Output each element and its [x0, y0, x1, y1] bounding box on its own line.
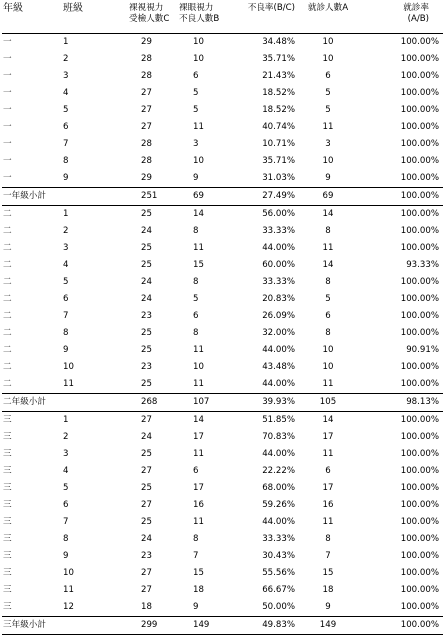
subtotal-row	[2, 188, 443, 206]
cell-visit-count: 5	[325, 88, 331, 98]
cell-poor-vision-count: 6	[193, 466, 199, 476]
cell-visit-rate: 100.00%	[400, 311, 439, 321]
table-row	[2, 548, 443, 565]
cell-visit-rate: 100.00%	[400, 500, 439, 510]
cell-grade: 三	[3, 449, 12, 459]
cell-visit-count: 10	[322, 54, 334, 64]
cell-visit-rate: 100.00%	[400, 156, 439, 166]
cell-poor-vision-count: 8	[193, 534, 199, 544]
cell-class: 10	[63, 568, 74, 578]
cell-class: 5	[63, 483, 69, 493]
cell-grade: 一	[3, 105, 12, 115]
cell-visit-rate: 100.00%	[400, 209, 439, 219]
cell-poor-vision-count: 149	[179, 617, 231, 635]
cell-examined-count: 28	[141, 71, 152, 81]
header-poor-rate: 不良率(B/C)	[231, 0, 295, 34]
cell-poor-vision-count: 17	[193, 483, 204, 493]
cell-poor-vision-count: 6	[193, 71, 199, 81]
cell-class: 9	[63, 345, 69, 355]
cell-class: 1	[63, 209, 69, 219]
cell-visit-rate: 100.00%	[400, 54, 439, 64]
table-row	[2, 68, 443, 85]
cell-class: 3	[63, 71, 69, 81]
table-row	[2, 463, 443, 480]
table-row	[2, 599, 443, 617]
cell-poor-rate: 44.00%	[262, 517, 295, 527]
cell-visit-count: 16	[322, 500, 334, 510]
cell-visit-rate: 100.00%	[400, 379, 439, 389]
cell-visit-rate: 100.00%	[400, 517, 439, 527]
table-row	[2, 497, 443, 514]
cell-poor-rate: 33.33%	[262, 534, 295, 544]
cell-poor-rate: 20.83%	[262, 294, 295, 304]
cell-class: 6	[63, 500, 69, 510]
cell-poor-rate: 39.93%	[231, 394, 295, 412]
cell-visit-count: 11	[322, 243, 334, 253]
cell-poor-rate: 55.56%	[262, 568, 295, 578]
cell-examined-count: 28	[141, 139, 152, 149]
cell-poor-vision-count: 3	[193, 139, 199, 149]
cell-poor-vision-count: 10	[193, 37, 204, 47]
cell-poor-rate: 43.48%	[262, 362, 295, 372]
cell-class: 8	[63, 534, 69, 544]
cell-visit-rate: 100.00%	[400, 449, 439, 459]
cell-poor-rate: 32.00%	[262, 328, 295, 338]
cell-visit-rate: 100.00%	[361, 188, 443, 206]
cell-visit-count: 17	[322, 483, 334, 493]
cell-visit-rate: 100.00%	[400, 534, 439, 544]
header-poor-line2: 不良人數B	[179, 14, 220, 24]
cell-examined-count: 25	[141, 483, 152, 493]
cell-poor-rate: 26.09%	[262, 311, 295, 321]
cell-visit-rate: 100.00%	[400, 173, 439, 183]
cell-poor-rate: 22.22%	[262, 466, 295, 476]
cell-grade: 三	[3, 483, 12, 493]
cell-visit-count: 11	[322, 379, 334, 389]
cell-visit-count: 15	[322, 568, 334, 578]
cell-grade: 一	[3, 37, 12, 47]
subtotal-label: 三年級小計	[2, 617, 129, 635]
cell-grade: 三	[3, 534, 12, 544]
table-row	[2, 582, 443, 599]
cell-class: 7	[63, 139, 69, 149]
cell-poor-vision-count: 11	[193, 517, 204, 527]
cell-visit-rate: 100.00%	[400, 71, 439, 81]
cell-visit-rate: 100.00%	[400, 483, 439, 493]
cell-poor-rate: 68.00%	[262, 483, 295, 493]
cell-visit-count: 5	[325, 105, 331, 115]
cell-class: 7	[63, 311, 69, 321]
cell-poor-vision-count: 17	[193, 432, 204, 442]
cell-grade: 一	[3, 71, 12, 81]
cell-poor-rate: 34.48%	[262, 37, 295, 47]
cell-poor-vision-count: 10	[193, 362, 204, 372]
cell-grade: 三	[3, 551, 12, 561]
cell-poor-vision-count: 69	[179, 188, 231, 206]
table-row	[2, 206, 443, 224]
cell-visit-count: 10	[322, 37, 334, 47]
cell-poor-vision-count: 5	[193, 294, 199, 304]
subtotal-label: 二年級小計	[2, 394, 129, 412]
header-examined-line2: 受檢人數C	[129, 14, 170, 24]
cell-grade: 三	[3, 602, 12, 612]
cell-visit-rate: 100.00%	[400, 602, 439, 612]
cell-poor-vision-count: 5	[193, 105, 199, 115]
cell-examined-count: 25	[141, 209, 152, 219]
cell-examined-count: 25	[141, 345, 152, 355]
cell-poor-rate: 70.83%	[262, 432, 295, 442]
cell-examined-count: 24	[141, 432, 152, 442]
cell-grade: 二	[3, 226, 12, 236]
cell-grade: 二	[3, 311, 12, 321]
cell-poor-vision-count: 11	[193, 379, 204, 389]
table-row	[2, 531, 443, 548]
cell-grade: 二	[3, 294, 12, 304]
cell-class: 5	[63, 105, 69, 115]
cell-examined-count: 27	[141, 500, 152, 510]
cell-class: 1	[63, 37, 69, 47]
cell-class: 12	[63, 602, 74, 612]
cell-poor-rate: 21.43%	[262, 71, 295, 81]
cell-visit-count: 69	[295, 188, 361, 206]
subtotal-row	[2, 617, 443, 635]
table-row	[2, 342, 443, 359]
header-examined-count	[129, 0, 179, 34]
cell-class: 10	[63, 362, 74, 372]
table-row	[2, 136, 443, 153]
cell-poor-vision-count: 8	[193, 226, 199, 236]
cell-poor-rate: 10.71%	[262, 139, 295, 149]
table-row	[2, 446, 443, 463]
cell-poor-vision-count: 14	[193, 209, 204, 219]
cell-poor-rate: 44.00%	[262, 449, 295, 459]
cell-examined-count: 27	[141, 585, 152, 595]
cell-visit-count: 14	[322, 260, 334, 270]
cell-grade: 三	[3, 568, 12, 578]
cell-grade: 一	[3, 122, 12, 132]
cell-visit-count: 6	[325, 311, 331, 321]
cell-grade: 三	[3, 466, 12, 476]
cell-poor-vision-count: 11	[193, 449, 204, 459]
cell-class: 3	[63, 449, 69, 459]
table-row	[2, 119, 443, 136]
cell-class: 5	[63, 277, 69, 287]
cell-grade: 三	[3, 517, 12, 527]
cell-poor-rate: 31.03%	[262, 173, 295, 183]
cell-grade: 二	[3, 243, 12, 253]
cell-class: 2	[63, 54, 69, 64]
cell-poor-vision-count: 8	[193, 328, 199, 338]
cell-visit-rate: 100.00%	[400, 226, 439, 236]
cell-grade: 一	[3, 173, 12, 183]
cell-visit-rate: 100.00%	[400, 243, 439, 253]
cell-poor-rate: 66.67%	[262, 585, 295, 595]
cell-grade: 一	[3, 88, 12, 98]
cell-class: 7	[63, 517, 69, 527]
cell-poor-vision-count: 107	[179, 394, 231, 412]
cell-poor-vision-count: 15	[193, 260, 204, 270]
cell-visit-rate: 100.00%	[400, 139, 439, 149]
cell-examined-count: 25	[141, 328, 152, 338]
cell-visit-rate: 98.13%	[361, 394, 443, 412]
cell-examined-count: 268	[129, 394, 179, 412]
cell-poor-vision-count: 5	[193, 88, 199, 98]
cell-poor-vision-count: 11	[193, 243, 204, 253]
cell-grade: 一	[3, 139, 12, 149]
cell-examined-count: 27	[141, 122, 152, 132]
cell-visit-count: 9	[325, 602, 331, 612]
table-row	[2, 240, 443, 257]
cell-poor-vision-count: 11	[193, 345, 204, 355]
subtotal-row	[2, 394, 443, 412]
cell-poor-rate: 18.52%	[262, 105, 295, 115]
cell-poor-rate: 59.26%	[262, 500, 295, 510]
table-row	[2, 514, 443, 531]
cell-visit-count: 11	[322, 122, 334, 132]
cell-visit-rate: 100.00%	[400, 585, 439, 595]
cell-visit-count: 10	[322, 156, 334, 166]
header-visit-rate-line1: 就診率	[403, 3, 429, 13]
vision-statistics-table	[2, 0, 443, 635]
cell-visit-count: 10	[322, 362, 334, 372]
cell-visit-count: 5	[325, 294, 331, 304]
cell-poor-rate: 18.52%	[262, 88, 295, 98]
table-row	[2, 274, 443, 291]
cell-examined-count: 25	[141, 517, 152, 527]
cell-examined-count: 29	[141, 37, 152, 47]
cell-visit-count: 9	[325, 173, 331, 183]
cell-visit-rate: 100.00%	[400, 328, 439, 338]
cell-visit-rate: 100.00%	[400, 88, 439, 98]
cell-examined-count: 24	[141, 534, 152, 544]
table-row	[2, 376, 443, 394]
cell-class: 8	[63, 328, 69, 338]
cell-poor-rate: 33.33%	[262, 277, 295, 287]
cell-poor-rate: 44.00%	[262, 379, 295, 389]
cell-grade: 二	[3, 379, 12, 389]
cell-examined-count: 28	[141, 54, 152, 64]
cell-class: 2	[63, 226, 69, 236]
cell-visit-count: 149	[295, 617, 361, 635]
cell-visit-count: 8	[325, 226, 331, 236]
cell-examined-count: 27	[141, 105, 152, 115]
cell-visit-rate: 100.00%	[400, 294, 439, 304]
cell-visit-rate: 100.00%	[400, 362, 439, 372]
cell-poor-vision-count: 14	[193, 415, 204, 425]
cell-visit-count: 6	[325, 71, 331, 81]
cell-poor-rate: 27.49%	[231, 188, 295, 206]
cell-poor-rate: 40.74%	[262, 122, 295, 132]
cell-poor-rate: 44.00%	[262, 345, 295, 355]
cell-grade: 三	[3, 415, 12, 425]
cell-examined-count: 27	[141, 568, 152, 578]
cell-class: 4	[63, 88, 69, 98]
cell-visit-count: 14	[322, 209, 334, 219]
table-row	[2, 102, 443, 119]
cell-poor-rate: 44.00%	[262, 243, 295, 253]
table-header-row	[2, 0, 443, 34]
cell-poor-vision-count: 7	[193, 551, 199, 561]
cell-grade: 三	[3, 585, 12, 595]
cell-poor-rate: 56.00%	[262, 209, 295, 219]
cell-visit-count: 7	[325, 551, 331, 561]
table-row	[2, 85, 443, 102]
cell-visit-rate: 100.00%	[400, 432, 439, 442]
cell-grade: 二	[3, 260, 12, 270]
cell-class: 11	[63, 379, 74, 389]
cell-visit-count: 6	[325, 466, 331, 476]
cell-poor-rate: 30.43%	[262, 551, 295, 561]
cell-poor-rate: 35.71%	[262, 54, 295, 64]
table-row	[2, 480, 443, 497]
cell-visit-rate: 100.00%	[400, 37, 439, 47]
cell-poor-vision-count: 9	[193, 602, 199, 612]
cell-grade: 三	[3, 500, 12, 510]
cell-examined-count: 24	[141, 294, 152, 304]
table-row	[2, 429, 443, 446]
cell-examined-count: 27	[141, 415, 152, 425]
cell-visit-count: 8	[325, 277, 331, 287]
cell-visit-count: 10	[322, 345, 334, 355]
cell-examined-count: 28	[141, 156, 152, 166]
cell-poor-vision-count: 11	[193, 122, 204, 132]
header-visit-count: 就診人數A	[295, 0, 361, 34]
table-row	[2, 257, 443, 274]
cell-visit-rate: 100.00%	[400, 415, 439, 425]
cell-class: 9	[63, 173, 69, 183]
table-row	[2, 325, 443, 342]
cell-examined-count: 251	[129, 188, 179, 206]
subtotal-label: 一年級小計	[2, 188, 129, 206]
table-row	[2, 223, 443, 240]
header-poor-vision-count	[179, 0, 231, 34]
table-row	[2, 291, 443, 308]
cell-visit-count: 17	[322, 432, 334, 442]
cell-examined-count: 25	[141, 260, 152, 270]
cell-visit-rate: 90.91%	[406, 345, 439, 355]
cell-grade: 二	[3, 209, 12, 219]
cell-examined-count: 18	[141, 602, 152, 612]
cell-poor-vision-count: 9	[193, 173, 199, 183]
cell-visit-rate: 100.00%	[400, 466, 439, 476]
cell-poor-vision-count: 8	[193, 277, 199, 287]
table-row	[2, 153, 443, 170]
cell-visit-rate: 100.00%	[400, 277, 439, 287]
cell-poor-vision-count: 15	[193, 568, 204, 578]
cell-examined-count: 27	[141, 466, 152, 476]
cell-poor-rate: 51.85%	[262, 415, 295, 425]
cell-examined-count: 25	[141, 449, 152, 459]
header-visit-rate	[361, 0, 443, 34]
cell-class: 11	[63, 585, 74, 595]
cell-visit-rate: 100.00%	[400, 105, 439, 115]
table-row	[2, 359, 443, 376]
cell-grade: 一	[3, 156, 12, 166]
cell-poor-rate: 50.00%	[262, 602, 295, 612]
header-poor-line1: 裸眼視力	[179, 3, 214, 13]
cell-visit-rate: 100.00%	[400, 568, 439, 578]
table-row	[2, 412, 443, 430]
cell-examined-count: 29	[141, 173, 152, 183]
cell-visit-count: 3	[325, 139, 331, 149]
cell-visit-count: 14	[322, 415, 334, 425]
table-row	[2, 34, 443, 52]
header-examined-line1: 裸視視力	[129, 3, 164, 13]
cell-class: 6	[63, 122, 69, 132]
cell-poor-vision-count: 10	[193, 156, 204, 166]
cell-class: 8	[63, 156, 69, 166]
cell-visit-rate: 100.00%	[400, 551, 439, 561]
cell-visit-rate: 100.00%	[400, 122, 439, 132]
header-visit-rate-line2: (A/B)	[407, 14, 429, 24]
cell-grade: 二	[3, 277, 12, 287]
cell-class: 4	[63, 466, 69, 476]
cell-class: 6	[63, 294, 69, 304]
cell-class: 3	[63, 243, 69, 253]
cell-poor-rate: 60.00%	[262, 260, 295, 270]
cell-class: 2	[63, 432, 69, 442]
cell-visit-rate: 93.33%	[406, 260, 439, 270]
cell-visit-count: 11	[322, 517, 334, 527]
cell-visit-count: 8	[325, 328, 331, 338]
cell-examined-count: 23	[141, 362, 152, 372]
cell-grade: 一	[3, 54, 12, 64]
header-class: 班級	[57, 0, 129, 34]
header-grade: 年級	[2, 0, 57, 34]
cell-class: 1	[63, 415, 69, 425]
cell-poor-vision-count: 6	[193, 311, 199, 321]
cell-visit-count: 105	[295, 394, 361, 412]
cell-poor-rate: 35.71%	[262, 156, 295, 166]
cell-examined-count: 23	[141, 311, 152, 321]
cell-poor-rate: 33.33%	[262, 226, 295, 236]
cell-class: 4	[63, 260, 69, 270]
table-row	[2, 565, 443, 582]
cell-visit-count: 18	[322, 585, 334, 595]
cell-grade: 三	[3, 432, 12, 442]
cell-poor-rate: 49.83%	[231, 617, 295, 635]
table-row	[2, 51, 443, 68]
cell-visit-count: 11	[322, 449, 334, 459]
table-row	[2, 308, 443, 325]
cell-examined-count: 25	[141, 379, 152, 389]
cell-visit-rate: 100.00%	[361, 617, 443, 635]
cell-poor-vision-count: 10	[193, 54, 204, 64]
cell-grade: 二	[3, 362, 12, 372]
cell-examined-count: 27	[141, 88, 152, 98]
cell-examined-count: 23	[141, 551, 152, 561]
cell-poor-vision-count: 16	[193, 500, 204, 510]
cell-examined-count: 24	[141, 277, 152, 287]
cell-poor-vision-count: 18	[193, 585, 204, 595]
cell-examined-count: 24	[141, 226, 152, 236]
table-row	[2, 170, 443, 188]
cell-grade: 二	[3, 345, 12, 355]
cell-examined-count: 299	[129, 617, 179, 635]
cell-visit-count: 8	[325, 534, 331, 544]
cell-class: 9	[63, 551, 69, 561]
cell-examined-count: 25	[141, 243, 152, 253]
table-body	[2, 34, 443, 635]
cell-grade: 二	[3, 328, 12, 338]
